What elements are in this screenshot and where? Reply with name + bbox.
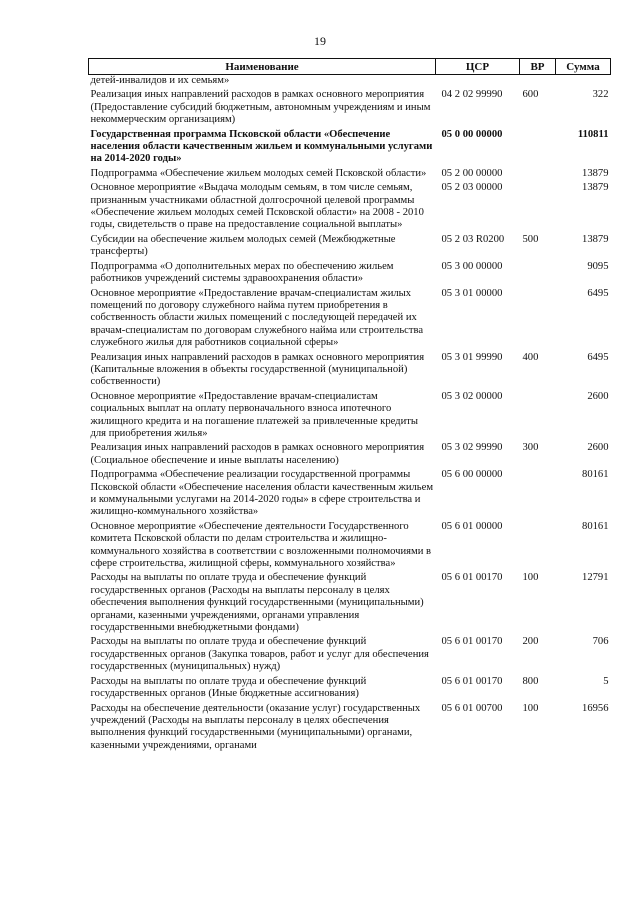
row-name: Основное мероприятие «Обеспечение деятельности Государственного комитета Псковской области по делам строительства и жилищно-коммунального хозяйства в соответствии с возложенными полномочиями в сфере строительства, жилищной сферы, коммунального хозяйства»	[90, 520, 432, 570]
row-vr: 100	[522, 572, 539, 584]
table-row	[89, 75, 611, 90]
row-name: Государственная программа Псковской области «Обеспечение населения области качественным жильем и коммунальными услугами на 2014-2020 годы»	[90, 128, 433, 165]
row-sum: 13879	[582, 233, 609, 245]
row-code: 05 6 01 00170	[441, 675, 503, 687]
row-sum: 80161	[582, 469, 609, 481]
row-vr	[520, 391, 556, 443]
table-row	[89, 352, 611, 391]
row-name: Реализация иных направлений расходов в рамках основного мероприятия (Капитальные вложения в объекты государственной (муниципальной) собственности)	[90, 351, 425, 388]
budget-table	[88, 58, 611, 754]
row-vr: 600	[522, 89, 539, 101]
row-code: 05 3 01 99990	[441, 351, 503, 363]
row-code: 05 0 00 00000	[441, 128, 503, 140]
header-name: Наименование	[89, 59, 436, 75]
row-code: 04 2 02 99990	[441, 89, 503, 101]
row-sum: 5	[603, 675, 609, 687]
table-row	[89, 168, 611, 182]
row-name: Субсидии на обеспечение жильем молодых семей (Межбюджетные трансферты)	[90, 233, 396, 258]
table-row	[89, 676, 611, 703]
row-code: 05 2 00 00000	[441, 167, 503, 179]
row-vr: 300	[522, 442, 539, 454]
header-vr: ВР	[520, 59, 556, 75]
row-name: Расходы на выплаты по оплате труда и обеспечение функций государственных органов (Иные бюджетные ассигнования)	[90, 675, 367, 700]
row-sum: 110811	[577, 128, 609, 140]
row-name: Реализация иных направлений расходов в рамках основного мероприятия (Социальное обеспечение и иные выплаты населению)	[90, 442, 425, 466]
row-sum: 706	[592, 636, 609, 648]
table-row	[89, 442, 611, 469]
table-row	[89, 521, 611, 573]
table-row	[89, 234, 611, 261]
row-vr	[520, 521, 556, 573]
row-name: Расходы на выплаты по оплате труда и обеспечение функций государственных органов (Закупка товаров, работ и услуг для обеспечения государственных (муниципальных) нужд)	[90, 636, 429, 673]
row-sum	[556, 75, 611, 90]
table-row	[89, 703, 611, 755]
row-name: Основное мероприятие «Предоставление врачам-специалистам социальных выплат на оплату первоначального взноса ипотечного жилищного кредита и на погашение платежей за привлеченные кредиты для приобретения жилья»	[90, 390, 418, 439]
row-name: Основное мероприятие «Предоставление врачам-специалистам жилых помещений по договору служебного найма путем приобретения в собственность области жилых помещений с последующей передачей их врачам-специалистам по договорам служебного найма или строительства служебного жилья для работников социальной сферы»	[90, 287, 424, 349]
row-name: Основное мероприятие «Выдача молодым семьям, в том числе семьям, признанным участниками областной долгосрочной целевой программы «Обеспечение жильем молодых семей Псковской области» на 2008 - 2010 годы, свидетельств о праве на предоставление социальной выплаты»	[90, 182, 424, 231]
row-vr: 400	[522, 351, 539, 363]
row-code: 05 2 03 R0200	[441, 233, 505, 245]
row-vr	[520, 75, 556, 90]
row-name: Подпрограмма «Обеспечение реализации государственной программы Псковской области «Обеспечение населения области качественным жильем и коммунальными услугами на 2014-2020 годы» в сфере строительства и жилищно-коммунального хозяйства»	[90, 469, 434, 518]
row-code: 05 6 01 00170	[441, 636, 503, 648]
row-code: 05 3 02 99990	[441, 442, 503, 454]
row-code: 05 6 01 00700	[441, 702, 503, 714]
row-vr	[520, 129, 556, 168]
header-code: ЦСР	[436, 59, 520, 75]
row-code: 05 3 01 00000	[441, 287, 503, 299]
row-name: Расходы на выплаты по оплате труда и обеспечение функций государственных органов (Расходы на выплаты персоналу в целях обеспечения выполнения функций государственными (муниципальными) органами, казенными учреждениями, органами управления государственными внебюджетными фондами)	[90, 572, 424, 634]
table-header-row	[89, 59, 611, 75]
row-sum: 13879	[582, 167, 609, 179]
page-number: 19	[314, 34, 326, 48]
row-sum: 13879	[582, 182, 609, 194]
row-vr: 800	[522, 675, 539, 687]
row-sum: 6495	[587, 287, 609, 299]
row-name: Реализация иных направлений расходов в рамках основного мероприятия (Предоставление субсидий бюджетным, автономным учреждениям и иным некоммерческим организациям)	[90, 89, 431, 126]
header-sum: Сумма	[556, 59, 611, 75]
table-row	[89, 391, 611, 443]
row-code: 05 3 00 00000	[441, 260, 503, 272]
row-vr: 500	[522, 233, 539, 245]
row-sum: 322	[592, 89, 609, 101]
row-sum: 6495	[587, 351, 609, 363]
table-row	[89, 89, 611, 128]
table-row	[89, 288, 611, 352]
table-row	[89, 636, 611, 675]
table-row	[89, 129, 611, 168]
row-vr	[520, 288, 556, 352]
row-name: Подпрограмма «О дополнительных мерах по обеспечению жильем работников учреждений системы здравоохранения области»	[90, 260, 394, 285]
row-sum: 12791	[582, 572, 609, 584]
row-vr: 200	[522, 636, 539, 648]
row-sum: 2600	[587, 442, 609, 454]
row-code: 05 3 02 00000	[441, 390, 503, 402]
row-code: 05 6 00 00000	[441, 469, 503, 481]
table-row	[89, 182, 611, 234]
row-vr: 100	[522, 702, 539, 714]
row-name: детей-инвалидов и их семьям»	[90, 75, 230, 86]
row-vr	[520, 182, 556, 234]
row-sum: 9095	[587, 260, 609, 272]
row-code: 05 6 01 00000	[441, 520, 503, 532]
table-body	[89, 75, 611, 755]
table-row	[89, 572, 611, 636]
row-vr	[520, 469, 556, 521]
row-sum: 2600	[587, 390, 609, 402]
row-code: 05 6 01 00170	[441, 572, 503, 584]
row-sum: 16956	[582, 702, 609, 714]
row-code	[436, 75, 520, 90]
row-name: Расходы на обеспечение деятельности (оказание услуг) государственных учреждений (Расходы на выплаты персоналу в целях обеспечения выполнения функций государственными (муниципальными) органами, казенными учреждениями, органами	[90, 702, 421, 751]
row-code: 05 2 03 00000	[441, 182, 503, 194]
row-vr	[520, 168, 556, 182]
row-vr	[520, 261, 556, 288]
row-sum: 80161	[582, 520, 609, 532]
table-row	[89, 261, 611, 288]
row-name: Подпрограмма «Обеспечение жильем молодых семей Псковской области»	[90, 167, 427, 179]
table-row	[89, 469, 611, 521]
